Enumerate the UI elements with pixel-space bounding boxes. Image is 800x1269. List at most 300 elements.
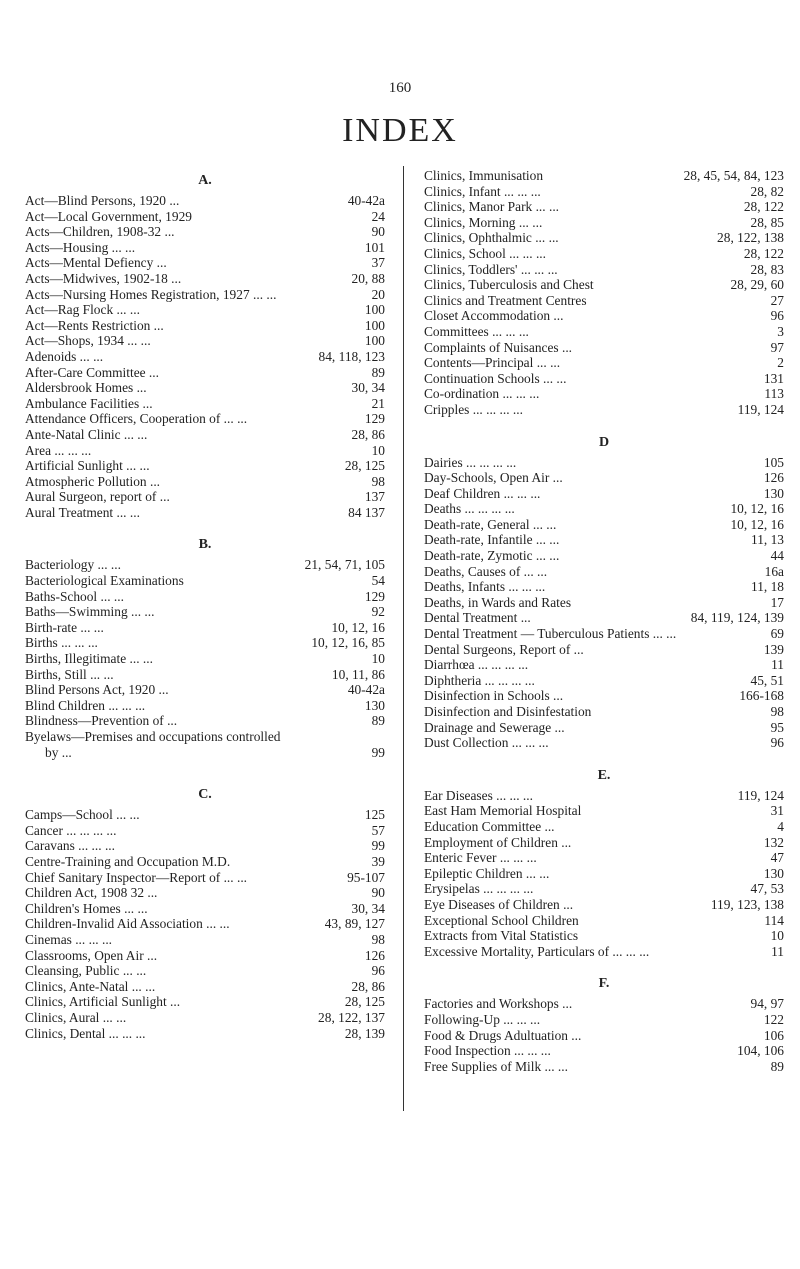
index-entry (424, 626, 784, 642)
index-entry (25, 885, 385, 901)
entry-pages: 94, 97 (750, 996, 784, 1012)
entry-pages: 10, 12, 16 (730, 501, 784, 517)
index-entry (424, 262, 784, 278)
entry-topic: Diarrhœa ... ... ... ... (424, 657, 529, 673)
entry-topic: Bacteriology ... ... (25, 557, 121, 573)
entry-pages: 98 (371, 473, 385, 489)
entry-topic: Act—Local Government, 1929 (25, 208, 192, 224)
entry-topic: Deaths ... ... ... ... (424, 501, 515, 517)
entry-topic: Blind Children ... ... ... (25, 697, 146, 713)
entry-topic: Employment of Children ... (424, 834, 572, 850)
index-entry (424, 1028, 784, 1044)
index-entry (424, 470, 784, 486)
entry-pages: 130 (763, 865, 784, 881)
entry-topic: Excessive Mortality, Particulars of ... ... ... (424, 943, 650, 959)
entry-topic: Contents—Principal ... ... (424, 355, 561, 371)
entry-topic: Clinics, Ante-Natal ... ... (25, 978, 156, 994)
entry-topic: Following-Up ... ... ... (424, 1011, 541, 1027)
entry-topic: Erysipelas ... ... ... ... (424, 881, 534, 897)
entry-topic: Baths—Swimming ... ... (25, 604, 155, 620)
section-gap (25, 760, 385, 782)
index-entry (424, 866, 784, 882)
entry-topic: Death-rate, Infantile ... ... (424, 532, 560, 548)
entry-topic: Cancer ... ... ... ... (25, 822, 117, 838)
entry-topic: Acts—Children, 1908-32 ... (25, 224, 175, 240)
entry-topic: Clinics, School ... ... ... (424, 245, 547, 261)
entry-pages: 10 (770, 928, 784, 944)
entry-topic: Clinics, Morning ... ... (424, 214, 543, 230)
entry-topic: Act—Rag Flock ... ... (25, 302, 140, 318)
entry-pages: 99 (371, 838, 385, 854)
entry-pages: 27 (770, 292, 784, 308)
entry-pages: 101 (364, 239, 385, 255)
entry-pages: 139 (763, 641, 784, 657)
entry-topic: Caravans ... ... ... (25, 838, 115, 854)
index-entry (25, 620, 385, 636)
entry-pages: 16a (764, 563, 784, 579)
entry-pages: 28, 122, 137 (318, 1009, 385, 1025)
entry-pages: 137 (364, 489, 385, 505)
entry-topic: Cinemas ... ... ... (25, 931, 113, 947)
entry-topic: Ante-Natal Clinic ... ... (25, 426, 148, 442)
entry-pages: 40-42a (347, 193, 385, 208)
entry-pages: 10, 11, 86 (331, 666, 385, 682)
entry-pages: 28, 82 (750, 183, 784, 199)
index-entry (424, 324, 784, 340)
entry-pages: 28, 29, 60 (730, 277, 784, 293)
index-entry (424, 230, 784, 246)
entry-pages: 89 (770, 1058, 784, 1074)
entry-topic: Clinics, Toddlers' ... ... ... (424, 261, 558, 277)
entry-pages: 122 (763, 1011, 784, 1027)
entry-pages: 90 (371, 224, 385, 240)
entry-pages: 119, 124 (737, 787, 784, 803)
entry-topic: Dairies ... ... ... ... (424, 454, 517, 470)
entry-pages: 10, 12, 16 (331, 619, 385, 635)
index-entry (424, 996, 784, 1012)
index-entry (25, 994, 385, 1010)
entry-pages: 98 (371, 931, 385, 947)
entry-topic: Ambulance Facilities ... (25, 395, 153, 411)
index-entry (424, 215, 784, 231)
index-entry (424, 897, 784, 913)
index-entry (424, 610, 784, 626)
index-entry (25, 901, 385, 917)
entry-pages: 57 (371, 822, 385, 838)
entry-pages: 97 (770, 339, 784, 355)
entry-pages: 47 (770, 850, 784, 866)
index-entry (25, 698, 385, 714)
entry-pages: 39 (371, 853, 385, 869)
entry-pages: 129 (364, 411, 385, 427)
index-entry (424, 246, 784, 262)
index-entry (25, 302, 385, 318)
entry-pages: 129 (364, 588, 385, 604)
index-entry (424, 850, 784, 866)
entry-topic: Birth-rate ... ... (25, 619, 104, 635)
entry-topic: Acts—Mental Defiency ... (25, 255, 167, 271)
entry-topic: Closet Accommodation ... (424, 308, 564, 324)
entry-topic: Disinfection and Disinfestation (424, 704, 592, 719)
entry-topic: Aural Surgeon, report of ... (25, 489, 170, 505)
entry-pages: 99 (371, 744, 385, 760)
entry-topic: Camps—School ... ... (25, 807, 140, 823)
index-entry (25, 729, 385, 760)
entry-topic: Acts—Housing ... ... (25, 239, 136, 255)
section-heading: C. (198, 787, 212, 803)
entry-topic: Clinics, Dental ... ... ... (25, 1025, 146, 1041)
index-entry (25, 807, 385, 823)
section-gap (25, 520, 385, 532)
entry-topic: Free Supplies of Milk ... ... (424, 1058, 568, 1074)
entry-topic: Dental Treatment — Tuberculous Patients ... ... (424, 626, 677, 642)
entry-topic: Ear Diseases ... ... ... (424, 787, 533, 803)
entry-pages: 11, 18 (751, 579, 784, 595)
entry-pages: 28, 122 (743, 245, 784, 261)
entry-topic: Co-ordination ... ... ... (424, 386, 540, 402)
entry-topic: Children's Homes ... ... (25, 900, 148, 916)
entry-topic: Classrooms, Open Air ... (25, 947, 158, 963)
entry-topic: Disinfection in Schools ... (424, 688, 564, 704)
index-entry (25, 979, 385, 995)
index-entry (424, 386, 784, 402)
entry-pages: 84, 118, 123 (318, 348, 385, 364)
entry-topic: Centre-Training and Occupation M.D. (25, 853, 231, 869)
index-entry (25, 193, 385, 209)
index-entry (25, 271, 385, 287)
index-entry (25, 589, 385, 605)
page-number: 160 (388, 80, 412, 96)
index-entry (424, 455, 784, 471)
entry-pages: 114 (764, 912, 784, 928)
entry-pages: 96 (770, 308, 784, 324)
index-entry (424, 579, 784, 595)
entry-pages: 28, 86 (351, 978, 385, 994)
index-entry (424, 1059, 784, 1075)
entry-topic: Act—Rents Restriction ... (25, 317, 164, 333)
entry-pages: 10 (371, 651, 385, 667)
entry-pages: 31 (770, 803, 784, 819)
entry-topic: Clinics, Immunisation (424, 168, 544, 183)
section-heading: E. (597, 767, 611, 783)
entry-pages: 28, 139 (344, 1025, 385, 1041)
entry-topic: Deaths, in Wards and Rates (424, 594, 572, 610)
index-entry (424, 788, 784, 804)
index-entry (424, 564, 784, 580)
entry-topic: Clinics and Treatment Centres (424, 292, 587, 308)
index-entry (424, 704, 784, 720)
entry-topic: Deaths, Infants ... ... ... (424, 579, 546, 595)
index-entry (424, 184, 784, 200)
entry-pages: 96 (371, 963, 385, 979)
entry-topic: Baths-School ... ... (25, 588, 124, 604)
index-entry (25, 823, 385, 839)
left-column (25, 168, 385, 1041)
entry-pages: 44 (770, 548, 784, 564)
index-entry (25, 443, 385, 459)
entry-pages: 84, 119, 124, 139 (690, 610, 784, 626)
index-entry (25, 458, 385, 474)
entry-pages: 131 (763, 370, 784, 386)
entry-pages: 2 (777, 355, 784, 371)
index-entry (424, 532, 784, 548)
entry-pages: 45, 51 (750, 672, 784, 688)
index-entry (424, 673, 784, 689)
entry-pages: 11, 13 (751, 532, 784, 548)
index-entry (424, 1043, 784, 1059)
entry-topic: East Ham Memorial Hospital (424, 803, 582, 819)
entry-topic: Area ... ... ... (25, 442, 92, 458)
index-entry (25, 240, 385, 256)
entry-pages: 132 (763, 834, 784, 850)
entry-pages: 10, 12, 16, 85 (311, 635, 385, 651)
entry-pages: 89 (371, 713, 385, 729)
entry-topic: Cleansing, Public ... ... (25, 963, 147, 979)
index-entry (25, 380, 385, 396)
entry-topic: Day-Schools, Open Air ... (424, 470, 563, 486)
entry-topic: Children-Invalid Aid Association ... ... (25, 916, 230, 932)
entry-topic: Attendance Officers, Cooperation of ... ... (25, 411, 248, 427)
index-entry (424, 548, 784, 564)
index-entry (25, 838, 385, 854)
index-entry (424, 642, 784, 658)
entry-pages: 47, 53 (750, 881, 784, 897)
entry-pages: 21, 54, 71, 105 (304, 557, 385, 573)
index-entry (25, 573, 385, 589)
index-entry (25, 854, 385, 870)
index-entry (424, 803, 784, 819)
section-heading: D (598, 434, 610, 450)
entry-pages: 40-42a (347, 682, 385, 698)
entry-pages: 28, 125 (344, 994, 385, 1010)
index-entry (25, 948, 385, 964)
index-entry (25, 932, 385, 948)
entry-topic: Enteric Fever ... ... ... (424, 850, 537, 866)
entry-topic: Continuation Schools ... ... (424, 370, 567, 386)
entry-pages: 30, 34 (351, 380, 385, 396)
index-entry (25, 396, 385, 412)
index-entry (424, 720, 784, 736)
index-entry (25, 557, 385, 573)
entry-topic: Aural Treatment ... ... (25, 504, 140, 520)
entry-pages: 126 (763, 470, 784, 486)
index-entry (25, 1010, 385, 1026)
entry-pages: 95 (770, 719, 784, 735)
entry-topic: Clinics, Ophthalmic ... ... (424, 230, 559, 246)
entry-pages: 125 (364, 807, 385, 823)
entry-topic: Acts—Nursing Homes Registration, 1927 ... ... (25, 286, 277, 302)
entry-pages: 20, 88 (351, 270, 385, 286)
index-entry (424, 595, 784, 611)
entry-pages: 28, 122, 138 (717, 230, 784, 246)
entry-pages: 28, 122 (743, 199, 784, 215)
entry-pages: 30, 34 (351, 900, 385, 916)
index-entry (424, 277, 784, 293)
entry-topic: Artificial Sunlight ... ... (25, 458, 150, 474)
entry-topic: Committees ... ... ... (424, 323, 529, 339)
index-entry (25, 604, 385, 620)
index-entry (25, 651, 385, 667)
entry-topic: Eye Diseases of Children ... (424, 896, 574, 912)
entry-pages: 106 (763, 1027, 784, 1043)
entry-topic: Births ... ... ... (25, 635, 98, 651)
entry-pages: 92 (371, 604, 385, 620)
entry-topic: Dental Surgeons, Report of ... (424, 641, 584, 657)
index-entry (424, 819, 784, 835)
entry-pages: 96 (770, 735, 784, 751)
index-entry (424, 402, 784, 418)
entry-pages: 130 (763, 485, 784, 501)
entry-pages: 4 (777, 818, 784, 834)
index-entry (424, 486, 784, 502)
entry-topic: Deaths, Causes of ... ... (424, 563, 548, 579)
entry-topic: Clinics, Infant ... ... ... (424, 183, 541, 199)
index-entry (424, 688, 784, 704)
index-entry (424, 944, 784, 960)
entry-pages: 100 (364, 333, 385, 349)
section-heading: A. (198, 173, 212, 188)
entry-pages: 166-168 (739, 688, 784, 704)
entry-pages: 28, 125 (344, 458, 385, 474)
index-entry (25, 333, 385, 349)
index-entry (25, 713, 385, 729)
entry-topic: Clinics, Tuberculosis and Chest (424, 277, 594, 293)
index-entry (25, 411, 385, 427)
entry-pages: 119, 123, 138 (710, 896, 784, 912)
index-entry (424, 735, 784, 751)
index-entry (25, 505, 385, 521)
index-entry (424, 913, 784, 929)
index-entry (424, 928, 784, 944)
index-entry (424, 517, 784, 533)
entry-topic: Education Committee ... (424, 818, 555, 834)
entry-topic: Adenoids ... ... (25, 348, 104, 364)
entry-topic: Blind Persons Act, 1920 ... (25, 682, 169, 698)
index-entry (25, 318, 385, 334)
entry-topic: Dust Collection ... ... ... (424, 735, 549, 751)
entry-pages: 105 (763, 454, 784, 470)
entry-pages: 11 (771, 943, 784, 959)
entry-pages: 17 (770, 594, 784, 610)
entry-pages: 21 (371, 395, 385, 411)
entry-pages: 43, 89, 127 (324, 916, 385, 932)
index-entry (25, 365, 385, 381)
index-entry (424, 657, 784, 673)
entry-topic: Complaints of Nuisances ... (424, 339, 573, 355)
entry-pages: 54 (371, 573, 385, 589)
entry-pages: 28, 85 (750, 214, 784, 230)
entry-topic: Dental Treatment ... (424, 610, 531, 626)
entry-topic: Births, Still ... ... (25, 666, 114, 682)
entry-topic: Aldersbrook Homes ... (25, 380, 147, 396)
entry-pages: 100 (364, 317, 385, 333)
section-gap (424, 751, 784, 763)
entry-topic: Food Inspection ... ... ... (424, 1043, 551, 1059)
entry-topic: Deaf Children ... ... ... (424, 485, 541, 501)
entry-pages: 130 (364, 697, 385, 713)
index-entry (424, 835, 784, 851)
entry-topic: Death-rate, Zymotic ... ... (424, 548, 560, 564)
entry-topic: Factories and Workshops ... (424, 996, 573, 1012)
entry-topic: Clinics, Manor Park ... ... (424, 199, 560, 215)
index-entry (25, 635, 385, 651)
entry-topic: Bacteriological Examinations (25, 573, 184, 589)
entry-pages: 37 (371, 255, 385, 271)
entry-pages: 10 (371, 442, 385, 458)
entry-topic: Exceptional School Children (424, 912, 579, 928)
index-entry (25, 963, 385, 979)
entry-topic: Clinics, Aural ... ... (25, 1009, 127, 1025)
section-gap (424, 959, 784, 971)
entry-topic: Act—Shops, 1934 ... ... (25, 333, 151, 349)
entry-topic: Chief Sanitary Inspector—Report of ... ... (25, 869, 248, 885)
index-entry (424, 340, 784, 356)
index-entry (25, 427, 385, 443)
entry-topic: Epileptic Children ... ... (424, 865, 550, 881)
section-heading: B. (198, 537, 212, 553)
column-divider (403, 166, 404, 1111)
index-entry (424, 168, 784, 184)
index-entry (424, 293, 784, 309)
entry-pages: 69 (770, 626, 784, 642)
entry-topic: Death-rate, General ... ... (424, 516, 557, 532)
entry-topic: Acts—Midwives, 1902-18 ... (25, 270, 182, 286)
entry-topic: Children Act, 1908 32 ... (25, 885, 158, 901)
entry-pages: 24 (371, 208, 385, 224)
entry-pages: 28, 86 (351, 426, 385, 442)
index-entry (25, 209, 385, 225)
entry-topic: Atmospheric Pollution ... (25, 473, 161, 489)
entry-pages: 98 (770, 704, 784, 719)
entry-topic: Byelaws—Premises and occupations controlled by ... (25, 729, 281, 760)
entry-pages: 89 (371, 364, 385, 380)
index-entry (424, 308, 784, 324)
index-entry (424, 1012, 784, 1028)
entry-pages: 90 (371, 885, 385, 901)
entry-topic: Drainage and Sewerage ... (424, 719, 565, 735)
index-entry (25, 916, 385, 932)
entry-pages: 84 137 (348, 504, 385, 520)
index-entry (25, 255, 385, 271)
index-entry (25, 489, 385, 505)
entry-pages: 104, 106 (737, 1043, 784, 1059)
entry-pages: 20 (371, 286, 385, 302)
index-entry (424, 355, 784, 371)
index-entry (25, 224, 385, 240)
entry-topic: Act—Blind Persons, 1920 ... (25, 193, 180, 208)
index-entry (25, 287, 385, 303)
section-heading: F. (598, 976, 610, 992)
index-entry (424, 371, 784, 387)
entry-topic: Cripples ... ... ... ... (424, 401, 523, 417)
entry-pages: 126 (364, 947, 385, 963)
index-entry (25, 349, 385, 365)
index-entry (25, 474, 385, 490)
entry-topic: Diphtheria ... ... ... ... (424, 672, 535, 688)
entry-topic: Clinics, Artificial Sunlight ... (25, 994, 181, 1010)
entry-pages: 113 (764, 386, 784, 402)
entry-pages: 11 (771, 657, 784, 673)
entry-pages: 95-107 (347, 869, 385, 885)
section-gap (424, 418, 784, 430)
entry-pages: 3 (777, 323, 784, 339)
entry-pages: 119, 124 (737, 401, 784, 417)
entry-pages: 100 (364, 302, 385, 318)
entry-pages: 10, 12, 16 (730, 516, 784, 532)
index-entry (25, 1026, 385, 1042)
index-entry (424, 199, 784, 215)
entry-topic: Extracts from Vital Statistics (424, 928, 579, 944)
